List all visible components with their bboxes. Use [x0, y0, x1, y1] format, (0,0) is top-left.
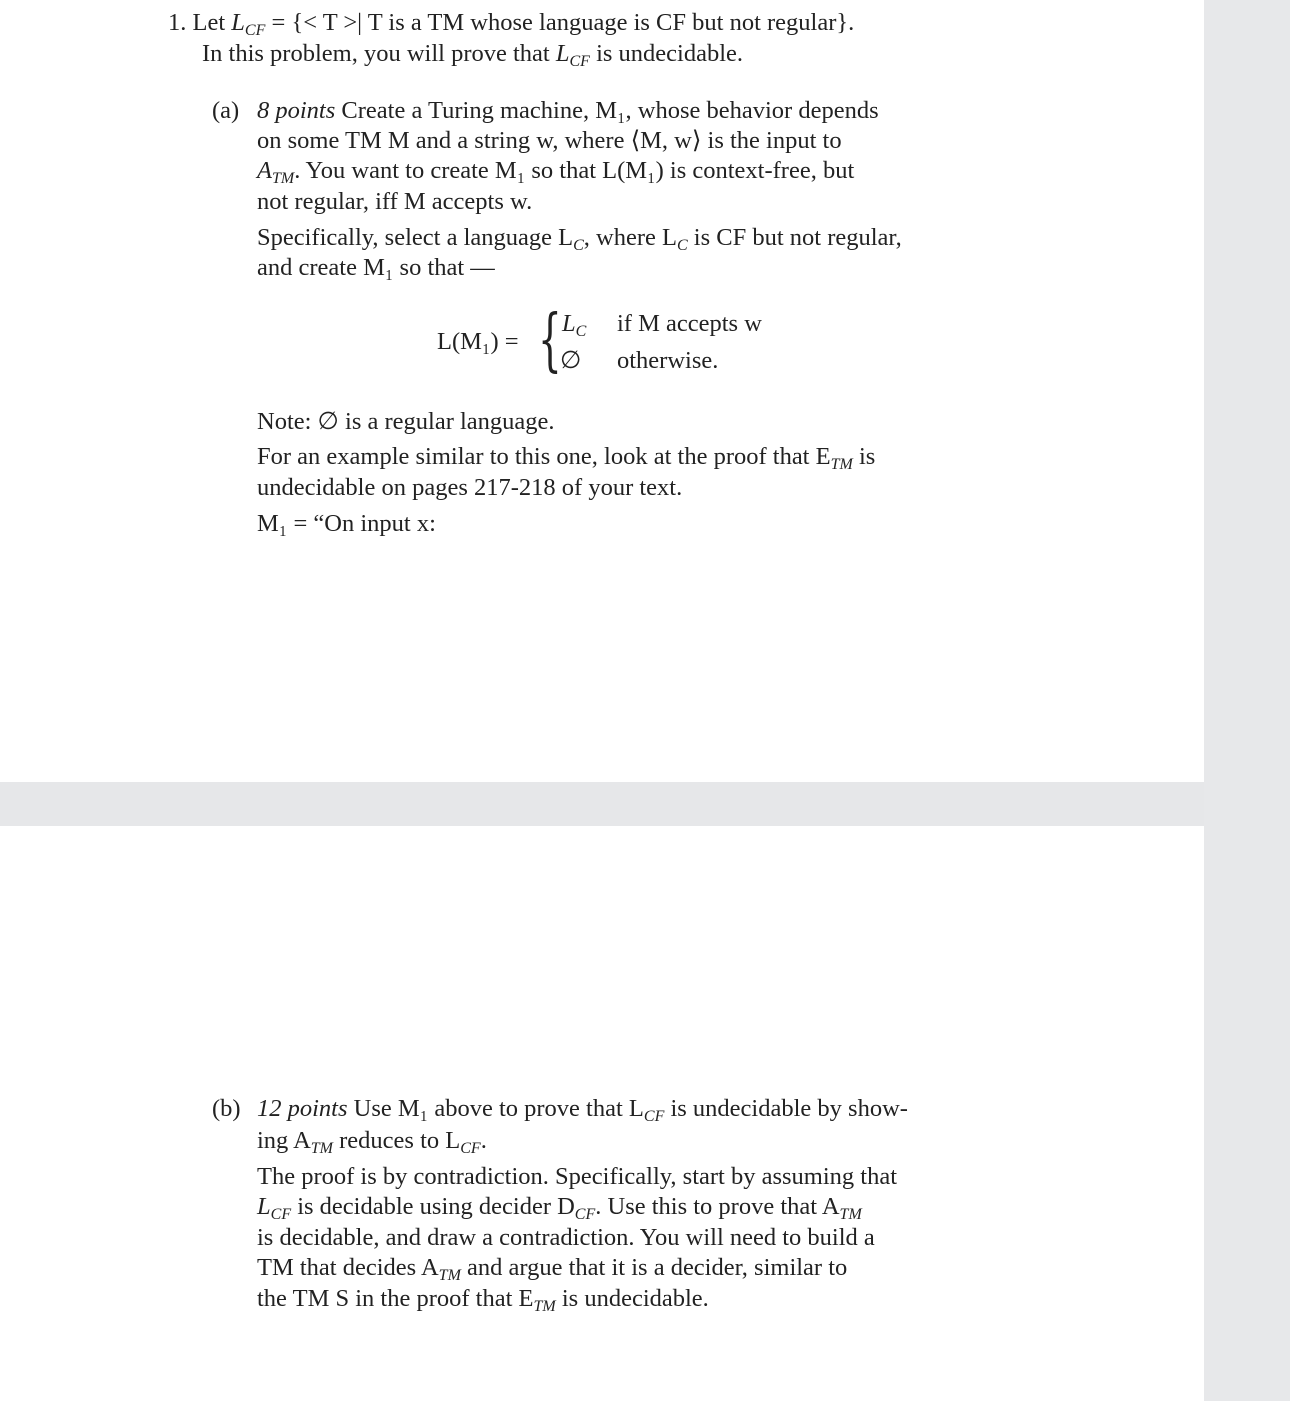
cases-brace: { [538, 301, 562, 380]
case-2-condition: otherwise. [617, 347, 719, 374]
part-b-line-6: TM that decides $A_{TM}$ and argue that it is a decider, similar to [257, 1254, 848, 1284]
part-b-line-2: ing $A_{TM}$ reduces to $L_{CF}$. [257, 1127, 487, 1157]
equation-lhs: L(M₁) = [437, 328, 519, 355]
part-b-line-4: $L_{CF}$ is decidable using decider $D_{CF}$. Use this to prove that $A_{TM}$ [257, 1193, 862, 1223]
part-a-line-1: 8 points Create a Turing machine, M₁, whose behavior depends [257, 97, 879, 124]
part-a-line-4: not regular, iff M accepts w. [257, 188, 533, 215]
part-a-points: 8 points [257, 97, 336, 124]
problem-statement-line-1: 1. Let $L_{CF}$ = {< T >| T is a TM whose language is CF but not regular}. [168, 9, 855, 39]
part-a-line-6: and create M₁ so that — [257, 254, 495, 281]
example-line-1: For an example similar to this one, look at the proof that $E_{TM}$ is [257, 443, 876, 473]
part-a-label: (a) [212, 97, 240, 124]
part-b-line-5: is decidable, and draw a contradiction. You will need to build a [257, 1224, 875, 1251]
problem-statement-line-2: In this problem, you will prove that $L_{CF}$ is undecidable. [202, 40, 744, 70]
case-1-condition: if M accepts w [617, 310, 762, 337]
part-a-line-3: $A_{TM}$. You want to create M₁ so that L(M₁) is context-free, but [257, 157, 855, 187]
note-line: Note: ∅ is a regular language. [257, 408, 555, 435]
case-2-value: ∅ [560, 347, 582, 374]
part-b-line-3: The proof is by contradiction. Specifically, start by assuming that [257, 1163, 898, 1190]
part-b-points: 12 points [257, 1095, 348, 1122]
m1-definition: M₁ = “On input x: [257, 510, 436, 537]
part-b-label: (b) [212, 1095, 241, 1122]
part-b-line-1: 12 points Use M₁ above to prove that $L_{CF}$ is undecidable by show- [257, 1095, 908, 1125]
example-line-2: undecidable on pages 217-218 of your text. [257, 474, 683, 501]
part-a-line-2: on some TM M and a string w, where ⟨M, w⟩ is the input to [257, 127, 842, 154]
page-gap [0, 782, 1204, 826]
problem-number: 1. [168, 9, 187, 36]
part-b-line-7: the TM S in the proof that $E_{TM}$ is undecidable. [257, 1285, 709, 1315]
case-1-value: $L_C$ [562, 310, 587, 340]
scrollbar[interactable] [1267, 0, 1281, 1401]
part-a-line-5: Specifically, select a language $L_C$, where $L_C$ is CF but not regular, [257, 224, 902, 254]
